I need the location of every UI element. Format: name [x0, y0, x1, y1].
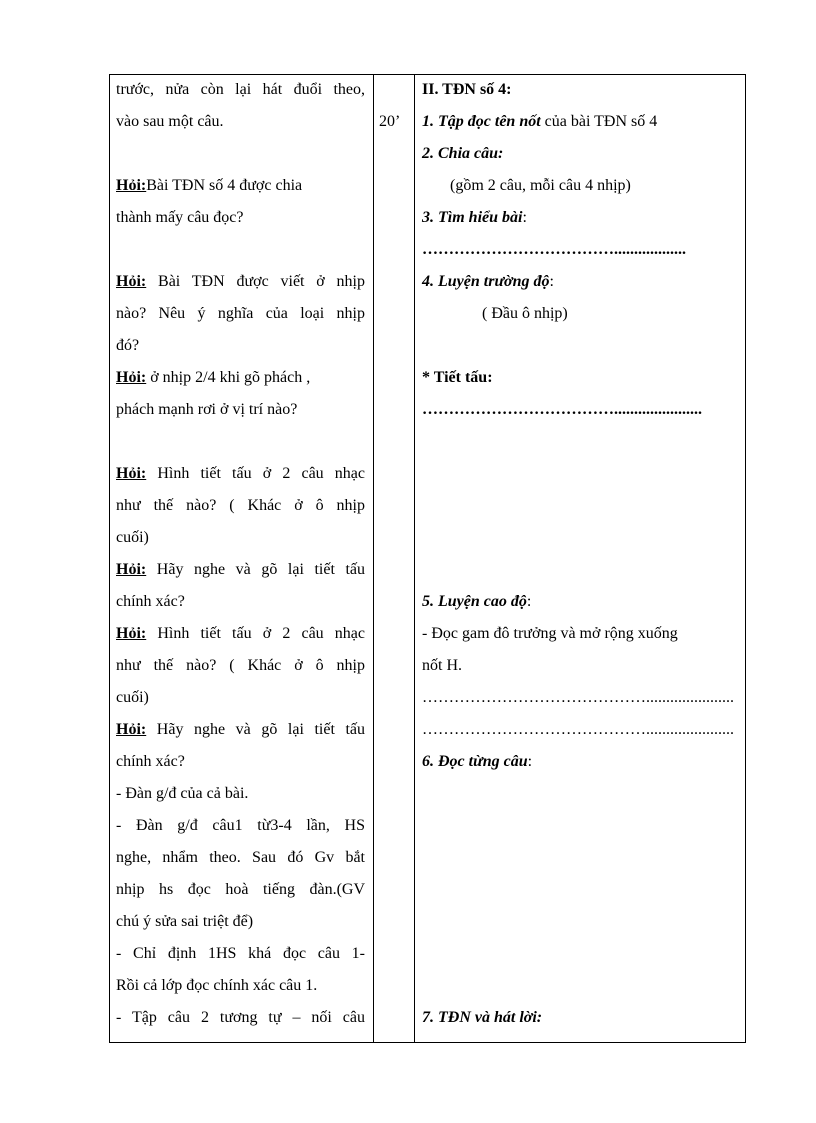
rhythm-title: * Tiết tấu: [422, 369, 493, 386]
question-label: Hỏi: [116, 369, 147, 386]
text-line: - Tập câu 2 tương tự – nối câu [116, 1009, 365, 1026]
item-5 [422, 592, 531, 612]
text-line: đó? [116, 337, 140, 354]
text-line: như thế nào? ( Khác ở ô nhịp [116, 657, 365, 674]
question [116, 176, 365, 196]
dotted-line: ………………………………...................... [422, 401, 702, 418]
item-title: 6. Đọc từng câu [422, 753, 528, 770]
content-column [414, 75, 745, 1042]
item-colon: : [549, 273, 554, 290]
question [116, 624, 365, 644]
item-title: 1. Tập đọc tên nốt [422, 113, 541, 130]
question [116, 272, 365, 292]
question-text: Hình tiết tấu ở 2 câu nhạc [157, 625, 366, 642]
text-line: cuối) [116, 689, 149, 706]
question [116, 560, 365, 580]
question-label: Hỏi: [116, 465, 147, 482]
dotted-line: ……………………………………...................... [422, 689, 734, 706]
dotted-line: ……………………………………...................... [422, 721, 734, 738]
text-line: Rồi cả lớp đọc chính xác câu 1. [116, 977, 318, 994]
question [116, 464, 365, 484]
question-text: Hãy nghe và gõ lại tiết tấu [156, 721, 365, 738]
teacher-activity-column [110, 75, 373, 1042]
text-line: thành mấy câu đọc? [116, 209, 244, 226]
item-title: 4. Luyện trường độ [422, 273, 550, 290]
text-line: phách mạnh rơi ở vị trí nào? [116, 401, 298, 418]
question [116, 368, 365, 388]
text-line: nào? Nêu ý nghĩa của loại nhịp [116, 305, 365, 322]
item-7-title: 7. TĐN và hát lời: [422, 1009, 543, 1026]
dotted-line: ……………………………….................. [422, 241, 686, 258]
text-line: - Đọc gam đô trưởng và mở rộng xuống [422, 625, 678, 642]
item-4 [422, 272, 554, 292]
text-line: - Chỉ định 1HS khá đọc câu 1- [116, 945, 365, 962]
text-line: nốt H. [422, 657, 462, 674]
text-line: chú ý sửa sai triệt để) [116, 913, 254, 930]
section-heading: II. TĐN số 4: [422, 81, 512, 98]
question [116, 720, 365, 740]
question-label: Hỏi: [116, 273, 147, 290]
text-line: vào sau một câu. [116, 113, 224, 130]
text-line: chính xác? [116, 593, 185, 610]
text-line: nghe, nhẩm theo. Sau đó Gv bắt [116, 849, 365, 866]
time-column [373, 75, 414, 1042]
question-text: Bài TĐN số 4 được chia [146, 177, 303, 194]
question-label: Hỏi: [116, 625, 147, 642]
text-line: chính xác? [116, 753, 185, 770]
item-2-text: (gồm 2 câu, mỗi câu 4 nhịp) [450, 177, 631, 194]
question-text: Bài TĐN được viết ở nhịp [158, 273, 365, 290]
question-label: Hỏi: [116, 177, 147, 194]
question-text: ở nhịp 2/4 khi gõ phách , [150, 369, 311, 386]
item-2-title: 2. Chia câu: [422, 145, 504, 162]
lesson-table [109, 74, 746, 1043]
item-6 [422, 752, 532, 772]
item-colon: : [522, 209, 527, 226]
question-text: Hãy nghe và gõ lại tiết tấu [156, 561, 365, 578]
item-3 [422, 208, 527, 228]
item-1 [422, 112, 657, 132]
text-line: như thế nào? ( Khác ở ô nhịp [116, 497, 365, 514]
text-line: trước, nửa còn lại hát đuổi theo, [116, 81, 365, 98]
item-title: 5. Luyện cao độ [422, 593, 527, 610]
item-title: 3. Tìm hiểu bài [422, 209, 523, 226]
question-label: Hỏi: [116, 561, 147, 578]
item-colon: : [526, 593, 532, 610]
text-line: - Đàn g/đ của cả bài. [116, 785, 249, 802]
item-4-text: ( Đầu ô nhịp) [482, 305, 568, 322]
question-text: Hình tiết tấu ở 2 câu nhạc [157, 465, 366, 482]
item-colon: : [527, 753, 533, 770]
text-line: - Đàn g/đ câu1 từ3-4 lần, HS [116, 817, 365, 834]
text-line: cuối) [116, 529, 149, 546]
question-label: Hỏi: [116, 721, 147, 738]
text-line: nhịp hs đọc hoà tiếng đàn.(GV [116, 881, 365, 898]
item-text: của bài TĐN số 4 [540, 113, 658, 130]
time-value: 20’ [379, 113, 401, 130]
